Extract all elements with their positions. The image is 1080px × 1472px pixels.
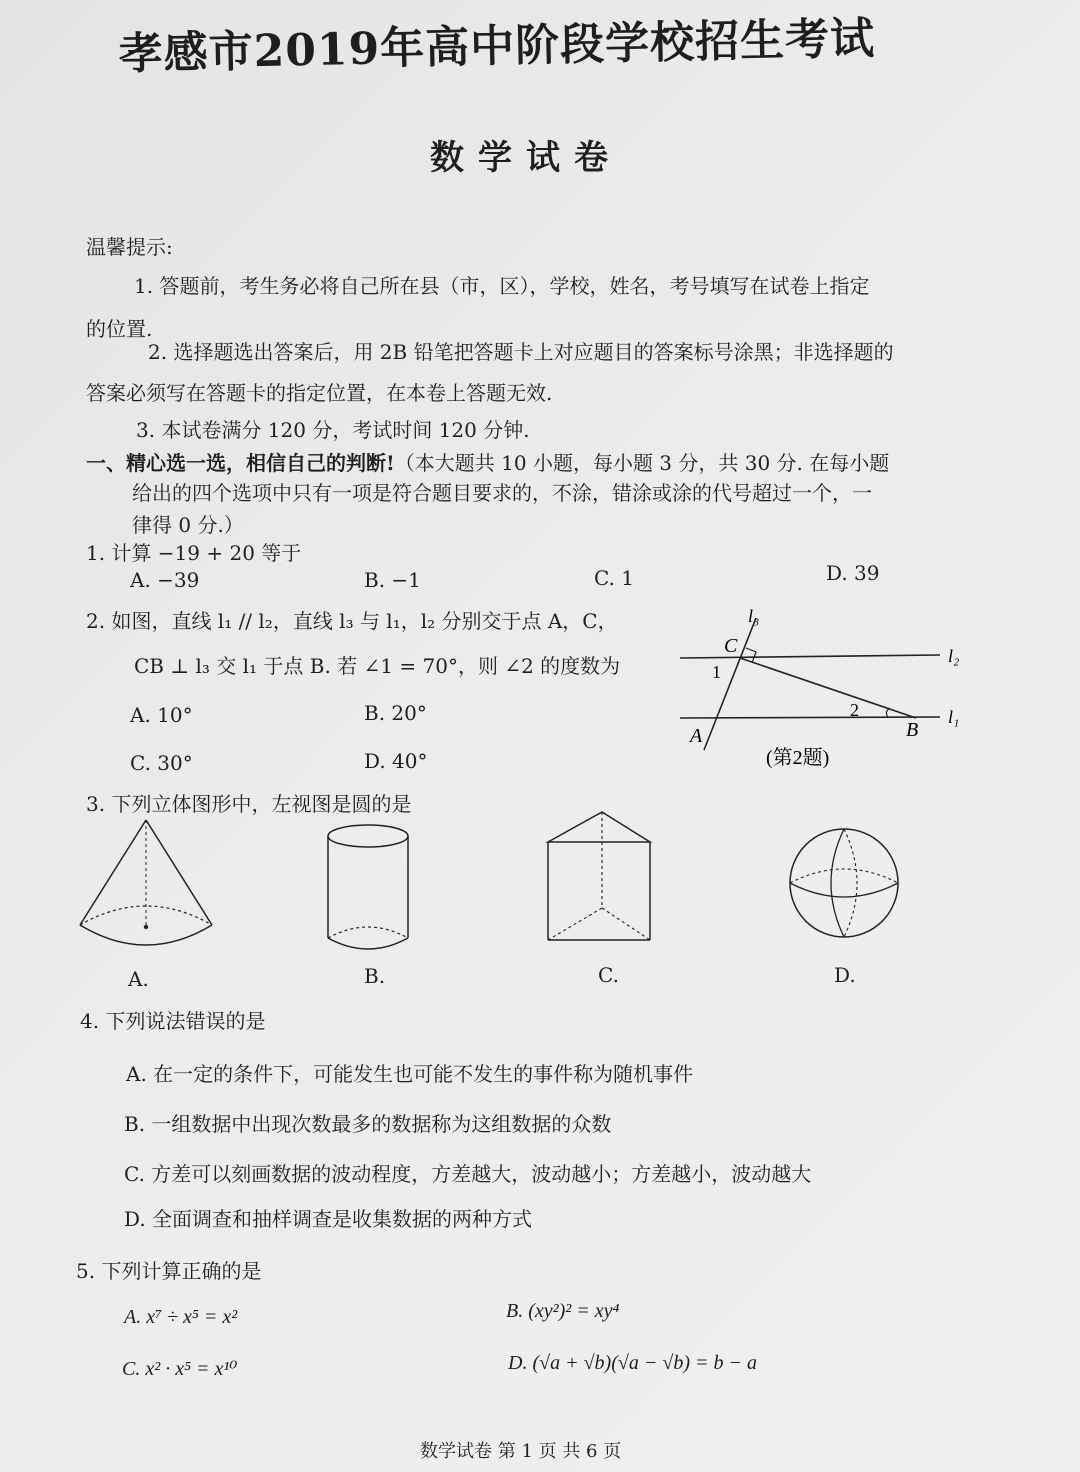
q3-option-c[interactable]: C. bbox=[598, 963, 619, 987]
prism-icon bbox=[540, 808, 660, 948]
q3-option-a[interactable]: A. bbox=[128, 967, 149, 991]
notice-item-1-cont: 的位置. bbox=[86, 317, 153, 341]
line-l1 bbox=[680, 717, 940, 718]
line-l2 bbox=[680, 655, 940, 658]
cone-icon bbox=[76, 815, 216, 960]
q5-stem: 5. 下列计算正确的是 bbox=[76, 1259, 262, 1283]
q2-option-c[interactable]: C. 30° bbox=[130, 751, 193, 775]
label-angle-1: 1 bbox=[712, 662, 721, 682]
q4-stem: 4. 下列说法错误的是 bbox=[80, 1009, 266, 1033]
q1-option-c[interactable]: C. 1 bbox=[594, 566, 635, 590]
q5-option-c[interactable]: C. x² · x⁵ = x¹⁰ bbox=[122, 1358, 238, 1380]
section-heading bbox=[86, 447, 889, 476]
q2-stem-2: CB ⊥ l₃ 交 l₁ 于点 B. 若 ∠1 = 70°，则 ∠2 的度数为 bbox=[134, 654, 621, 678]
q2-option-a[interactable]: A. 10° bbox=[130, 703, 193, 727]
q4-option-a[interactable]: A. 在一定的条件下，可能发生也可能不发生的事件称为随机事件 bbox=[126, 1062, 694, 1086]
paper-subtitle: 数学试卷 bbox=[430, 138, 622, 178]
q4-option-d[interactable]: D. 全面调查和抽样调查是收集数据的两种方式 bbox=[124, 1207, 533, 1231]
q5-option-b[interactable]: B. (xy²)² = xy⁴ bbox=[506, 1300, 620, 1322]
figure-caption: (第2题) bbox=[766, 747, 830, 769]
q5-option-a[interactable]: A. x⁷ ÷ x⁵ = x² bbox=[124, 1306, 238, 1328]
label-b: B bbox=[906, 719, 919, 741]
section-desc-3: 律得 0 分.） bbox=[132, 513, 244, 537]
q3-option-d[interactable]: D. bbox=[834, 963, 856, 987]
q2-stem-1: 2. 如图，直线 l₁ // l₂，直线 l₃ 与 l₁，l₂ 分别交于点 A，C， bbox=[86, 609, 618, 633]
notice-item-3: 3. 本试卷满分 120 分，考试时间 120 分钟. bbox=[136, 418, 530, 442]
label-c: C bbox=[724, 635, 738, 657]
section-heading-title: 一、精心选一选，相信自己的判断! bbox=[86, 451, 395, 475]
notice-item-2: 2. 选择题选出答案后，用 2B 铅笔把答题卡上对应题目的答案标号涂黑；非选择题的 bbox=[148, 340, 894, 364]
q2-option-d[interactable]: D. 40° bbox=[364, 749, 428, 773]
sphere-icon bbox=[786, 825, 902, 941]
q3-stem: 3. 下列立体图形中，左视图是圆的是 bbox=[86, 792, 412, 816]
q3-option-b[interactable]: B. bbox=[364, 964, 386, 988]
notice-item-1: 1. 答题前，考生务必将自己所在县（市，区），学校，姓名，考号填写在试卷上指定 bbox=[134, 274, 870, 298]
label-angle-2: 2 bbox=[850, 700, 859, 720]
label-l3: l₃ bbox=[748, 606, 760, 626]
notice-label: 温馨提示: bbox=[86, 235, 173, 259]
q2-option-b[interactable]: B. 20° bbox=[364, 701, 427, 725]
q2-figure bbox=[660, 600, 990, 780]
section-desc-2: 给出的四个选项中只有一项是符合题目要求的，不涂，错涂或涂的代号超过一个，一 bbox=[132, 481, 872, 505]
section-heading-desc: （本大题共 10 小题，每小题 3 分，共 30 分. 在每小题 bbox=[394, 451, 890, 475]
cylinder-icon bbox=[320, 820, 416, 960]
q1-option-b[interactable]: B. −1 bbox=[364, 568, 421, 592]
page-footer: 数学试卷 第 1 页 共 6 页 bbox=[420, 1441, 622, 1462]
q4-option-c[interactable]: C. 方差可以刻画数据的波动程度，方差越大，波动越小；方差越小，波动越大 bbox=[124, 1162, 812, 1186]
notice-item-2-cont: 答案必须写在答题卡的指定位置，在本卷上答题无效. bbox=[86, 381, 553, 405]
label-a: A bbox=[690, 725, 703, 747]
label-l1: l₁ bbox=[948, 707, 960, 727]
q1-stem: 1. 计算 −19 + 20 等于 bbox=[86, 541, 302, 565]
q4-option-b[interactable]: B. 一组数据中出现次数最多的数据称为这组数据的众数 bbox=[124, 1112, 612, 1136]
page-title: 孝感市2019年高中阶段学校招生考试 bbox=[118, 13, 876, 80]
q1-option-d[interactable]: D. 39 bbox=[826, 561, 880, 585]
q1-option-a[interactable]: A. −39 bbox=[130, 568, 200, 592]
label-l2: l₂ bbox=[948, 646, 960, 666]
q5-option-d[interactable]: D. (√a + √b)(√a − √b) = b − a bbox=[508, 1352, 757, 1374]
